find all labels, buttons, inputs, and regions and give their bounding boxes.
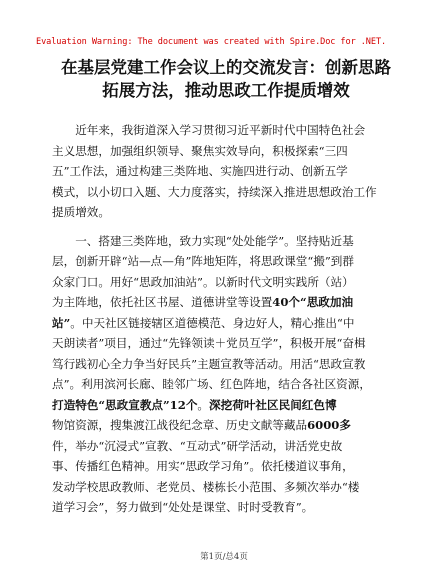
body-text: 件，举办“沉浸式”宣教、“互动式”研学活动，讲活党史故 [52,438,343,453]
paragraph-1-line: 提质增效。 [52,205,110,219]
paragraph-1 [52,120,392,223]
paragraph-2-line [52,272,392,293]
body-text: 物馆资源，搜集渡江战役纪念章、历史文献等藏品 [52,418,308,432]
emphasis-text: 6000多 [307,418,351,432]
body-text: 天朗读者”项目，通过“先锋领读＋党员互学”，积极开展“奋楫 [52,336,366,350]
title-line-1: 在基层党建工作会议上的交流发言：创新思路 [61,58,391,77]
body-text: 事、传播红色精神。用实“思政学习角”。依托楼道议事角， [52,459,354,473]
title-line-2: 拓展方法，推动思政工作提质增效 [102,81,350,100]
evaluation-warning: Evaluation Warning: The document was created with Spire.Doc for .NET. [36,37,387,47]
body-text: 。中天社区链接辖区道德模范、身边好人，精心推出“中 [70,315,355,330]
body-text: 为主阵地，依托社区书屋、道德讲堂等设置 [52,295,273,309]
emphasis-text: 深挖荷叶社区民间红色博 [209,397,337,412]
paragraph-2-line [52,477,392,498]
body-text: 道学习会”，努力做到“处处是课堂、时时受教育”。 [52,500,314,514]
document-title [36,56,416,102]
paragraph-2-line [52,292,392,313]
body-text: 众家门口。用好“思政加油站”。以新时代文明实践所（站） [52,274,354,289]
page-footer: 第1页/总4页 [200,552,248,562]
paragraph-2-line [52,313,392,334]
paragraph-1-line: 五”工作法，通过构建三类阵地、实施四进行动、创新五学 [52,164,348,178]
paragraph-1-line: 近年来，我街道深入学习贯彻习近平新时代中国特色社会 [52,123,366,137]
body-text: 。 [197,397,210,412]
paragraph-2-line [52,395,392,416]
body-text: 笃行践初心全力争当好民兵”主题宣教等活动。用活“思政宣教 [52,356,366,371]
paragraph-2-line [52,374,392,395]
body-text: 层，创新开辟“站—点—角”阵地矩阵，将思政课堂“搬”到群 [52,254,354,268]
paragraph-2-line [52,415,392,436]
paragraph-2-line [52,251,392,272]
paragraph-1-line: 主义思想，加强组织领导、聚焦实效导向，积极探索“三四 [52,143,348,158]
body-text: 一、搭建三类阵地，致力实现“处处能学”。坚持贴近基 [52,233,354,248]
emphasis-text: 40个“思政加油 [272,295,354,309]
paragraph-2-line [52,497,392,518]
paragraph-2-line [52,231,392,252]
paragraph-1-line: 模式，以小切口入题、大力度落实，持续深入推进思想政治工作 [52,184,377,199]
body-text: 发动学校思政教师、老党员、楼栋长小范围、多频次举办“楼 [52,479,360,494]
paragraph-2-line [52,333,392,354]
emphasis-text: 站” [52,315,71,330]
paragraph-2-line [52,436,392,457]
document-body [52,120,392,518]
emphasis-text: 打造特色“思政宣教点”12个 [52,397,198,412]
paragraph-2 [52,231,392,518]
body-text: 点”。利用滨河长廊、睦邻广场、红色阵地，结合各社区资源， [52,377,371,391]
paragraph-2-line [52,456,392,477]
paragraph-2-line [52,354,392,375]
